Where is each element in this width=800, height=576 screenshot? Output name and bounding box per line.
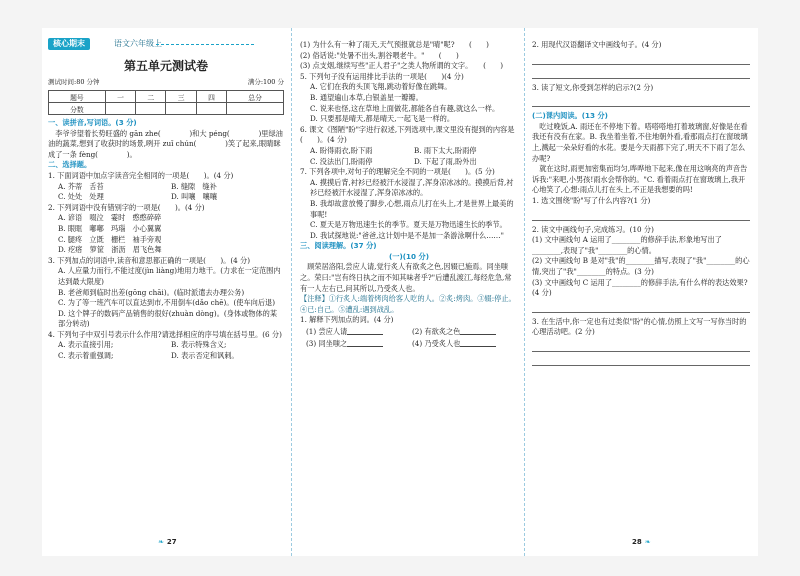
table-cell: 分数 — [49, 103, 106, 115]
option[interactable]: C. 夏天是万物迅速生长的季节。夏天是万物迅速生长的季节。 — [310, 220, 507, 230]
option[interactable]: C. 腿疼 立既 栅栏 袖手旁观 — [58, 234, 162, 244]
table-cell: 总分 — [227, 91, 284, 103]
answer-line[interactable] — [532, 97, 750, 107]
fill-blank[interactable]: (1) 尝应人请 — [306, 326, 412, 338]
header-divider — [156, 44, 254, 45]
right-column — [532, 40, 750, 370]
question-text: 3. 读了短文,你受到怎样的启示?(2 分) — [532, 82, 654, 92]
score-input-cell[interactable] — [227, 103, 284, 115]
option[interactable]: A. 它们在我的头顶飞翔,跳动着好像在跳舞。 — [310, 82, 452, 92]
option[interactable]: B. 老爸师到临时出差(gōng chāi)。(临时派遣去办理公务) — [58, 287, 245, 297]
leaf-icon: ❧ — [158, 538, 164, 546]
option[interactable]: D. 下起了雨,盼外出 — [414, 156, 477, 166]
question-text: 1. 下面词语中加点字读音完全相同的一项是( )。(4 分) — [48, 170, 234, 180]
options-grid — [48, 182, 284, 203]
score-input-cell[interactable] — [166, 103, 196, 115]
answer-line[interactable] — [532, 356, 750, 366]
option[interactable]: B. 通望遍山本草,白银盖星一瓣瓣。 — [310, 92, 423, 102]
options-grid — [300, 326, 518, 349]
answer-line[interactable] — [532, 69, 750, 79]
question-text: 3. 在生活中,你一定也有过类似"盼"的心情,仿照上文写一写你当时的心理活动吧。(2 分) — [532, 316, 747, 337]
brand-logo: 核心期末 — [48, 38, 90, 50]
question-text: 6. 课文《图陋"盼"字进行叙述,下列选项中,课文里没有提到的内容是( )。(4 分) — [300, 124, 515, 145]
section-heading: 二、选择题。 — [48, 160, 92, 170]
option: B. 表示特殊含义; — [171, 340, 227, 350]
question-text: 4. 下列句子中双引号表示什么作用?请选择相应的序号填在括号里。(6 分) — [48, 329, 282, 339]
question-text: (3) 文中画线句 C 运用了________的修辞手法,有什么样的表达效果?(4 分) — [532, 277, 748, 298]
table-cell: 四 — [196, 91, 226, 103]
option[interactable]: D. 疙瘩 箩筐 浙沥 眉飞色舞 — [58, 245, 162, 255]
page-number-left: ❧ 27 — [158, 538, 177, 546]
question-text: 3. 下列加点的词语中,读音和意思都正确的一项是( )。(4 分) — [48, 255, 251, 265]
option[interactable]: D. 只要那是晴天,都是晴天,一起飞是一样的。 — [310, 114, 455, 124]
option[interactable]: D. 我试探地说:"爸爸,这计划中是不是加一条游泳啊什么……" — [310, 230, 504, 240]
answer-line[interactable] — [532, 303, 750, 313]
option[interactable]: A. 摸摸后背,衬衫已经被汗水浸湿了,浑身凉冰冰的。摸摸后背,衬衫已经被汗水浸湿了,浑身凉冰冰的。 — [310, 177, 514, 198]
score-input-cell[interactable] — [136, 103, 166, 115]
option[interactable]: A. 盼得雨衣,盼下雨 — [310, 145, 373, 155]
option[interactable]: B. 我却故意放慢了脚步,心想,雨点儿打在头上,才是世界上最美的事呢! — [310, 198, 514, 219]
question-text: (2) 俗话说:"处暑不出头,割谷喂老牛。" ( ) — [300, 50, 459, 60]
option[interactable]: C. 处处 处理 — [58, 192, 104, 202]
reading-passage: 顾荣居洛阳,尝应人请,觉行炙人有欲炙之色,因辍已施焉。同坐嗤之。荣曰:"岂有终日执之而不知其味者乎?"后遭乱渡江,每经危急,常有一人左右已,问其所以,乃受炙人也。 — [300, 262, 512, 293]
question-text: 5. 下列句子没有运用排比手法的一项是( )(4 分) — [300, 71, 464, 81]
option[interactable]: B. 雨下太大,盼雨停 — [414, 145, 477, 155]
option[interactable]: B. 缝隙 缝补 — [171, 181, 217, 191]
options-list — [48, 213, 284, 255]
table-row — [49, 103, 284, 115]
option[interactable]: A. 人应量力而行,不能过度(jìn liàng)地用力地干。(力求在一定范围内达到最大限度) — [58, 266, 281, 286]
leaf-icon: ❧ — [644, 538, 651, 546]
question-text: 7. 下列各项中,对句子的理解完全不同的一项是( )。(5 分) — [300, 167, 495, 177]
question-text: 1. 解释下列加点的词。(4 分) — [300, 315, 394, 325]
option[interactable]: B. 眼眶 嘟嘟 玛瑙 小心翼翼 — [58, 223, 162, 233]
option[interactable]: A. 谚语 啜泣 霎时 憨憨碎碎 — [58, 213, 162, 223]
page-title: 第五单元测试卷 — [123, 59, 208, 73]
option[interactable]: D. 叫嚷 嚷嚷 — [171, 192, 218, 202]
worksheet-spread — [42, 28, 758, 556]
option: A. 表示直接引用; — [58, 340, 114, 350]
options-grid — [48, 340, 284, 361]
option[interactable]: D. 这个牌子的数码产品销售的很好(zhuàn dòng)。(身体或物体的某部分转动) — [58, 308, 278, 329]
question-text: 2. 读文中画线句子,完成练习。(10 分) — [532, 224, 654, 234]
question-text: (2) 文中画线句 B 是对"我"的________描写,表现了"我"________的心情,突出了"我"________的特点。(3 分) — [532, 256, 750, 276]
options-list — [300, 82, 518, 124]
option[interactable]: C. 没法出门,盼雨停 — [310, 156, 373, 166]
section-heading: 三、阅读理解。(37 分) — [300, 241, 377, 251]
middle-column — [300, 40, 518, 349]
score-input-cell[interactable] — [105, 103, 135, 115]
answer-line[interactable] — [532, 211, 750, 221]
question-text: (1) 文中画线句 A 运用了________的修辞手法,形象地写出了________,表现了"我"________的心情。 — [532, 235, 722, 255]
question-text: 1. 选文围绕"盼"写了什么内容?(1 分) — [532, 195, 651, 205]
left-column — [48, 118, 284, 362]
options-list — [300, 178, 518, 242]
options-grid — [300, 146, 518, 167]
table-cell: 一 — [105, 91, 135, 103]
fill-blank[interactable]: (3) 同坐嗤之 — [306, 338, 412, 350]
score-input-cell[interactable] — [196, 103, 226, 115]
fill-blank[interactable]: (4) 乃受炙人也 — [412, 338, 518, 350]
reading-heading: (一)(10 分) — [388, 251, 430, 261]
section-heading: 一、读拼音,写词语。(3 分) — [48, 118, 137, 127]
table-row — [49, 91, 284, 103]
option: D. 表示否定和讽刺。 — [171, 351, 239, 361]
question-text: 2. 下列词语中没有错别字的一项是( )。(4 分) — [48, 202, 205, 212]
question-text: 李爷爷望着长势旺盛的 gān zhe( )和大 péng( )里绿油油的蔬菜,想到了收获时的场景,咧开 zuǐ chún( )笑了起来,眼睛眯成了一条 fèng( )。 — [48, 128, 283, 159]
subject-label: 语文六年级上 — [114, 39, 162, 48]
option[interactable]: C. 为了等一班汽车可以直达到市,不用倒车(dǎo chē)。(使车向后退) — [58, 298, 276, 308]
score-table — [48, 90, 284, 115]
table-cell: 题号 — [49, 91, 106, 103]
exam-time: 测试时间:80 分钟 — [48, 78, 100, 86]
exam-meta — [48, 78, 284, 87]
option[interactable]: A. 芥蒂 舌苔 — [58, 181, 104, 191]
section-heading: (二)课内阅读。(13 分) — [532, 111, 608, 121]
table-cell: 三 — [166, 91, 196, 103]
table-cell: 二 — [136, 91, 166, 103]
fill-blank[interactable]: (2) 有欲炙之色 — [412, 326, 518, 338]
question-text: 2. 用现代汉语翻译文中画线句子。(4 分) — [532, 40, 662, 49]
exam-full-score: 满分:100 分 — [247, 78, 284, 86]
option: C. 表示着重强调; — [58, 351, 114, 361]
option[interactable]: C. 说来也怪,这在草地上面做花,都能各自有趣,就这么一样。 — [310, 103, 500, 113]
column-divider — [524, 28, 525, 556]
question-text: (3) 点支烟,继续写些"正人君子"之类人物所谓的文字。 ( ) — [300, 61, 504, 71]
answer-line[interactable] — [532, 55, 750, 65]
page-number-right: 28 ❧ — [632, 538, 651, 546]
header-banner — [48, 38, 284, 52]
reading-passage: 吃过晚饭,A. 雨还在不停地下着。嗒嗒嗒地打着玻璃窗,好像是在看我还有没有在家。B. 我坐着坐着,不住地朝外看,看那雨点打在窗玻璃上,溅起一朵朵好看的水花。要是今天雨都下完了,明天不下雨了怎么办呢? — [532, 121, 748, 163]
options-list — [48, 266, 284, 330]
answer-line[interactable] — [532, 342, 750, 352]
column-divider — [291, 28, 292, 556]
question-text: (1) 为什么有一种了雨天,天气预报就总是"晴"呢? ( ) — [300, 40, 489, 49]
annotation: 【注释】①行炙人:端着烤肉给客人吃的人。②炙:烤肉。③辍:停止。④已:自己。⑤遭乱:遇到战乱。 — [300, 294, 516, 314]
reading-passage: 就在这时,雨更加密集而均匀,哗哗地下起来,像在用这响亮的声音告诉我:"来吧,小男孩!雨水会帮你的。"C. 看着雨点打在窗玻璃上,我开心地笑了,心想:雨点儿打在头上,不正是我想要的吗! — [532, 164, 748, 195]
